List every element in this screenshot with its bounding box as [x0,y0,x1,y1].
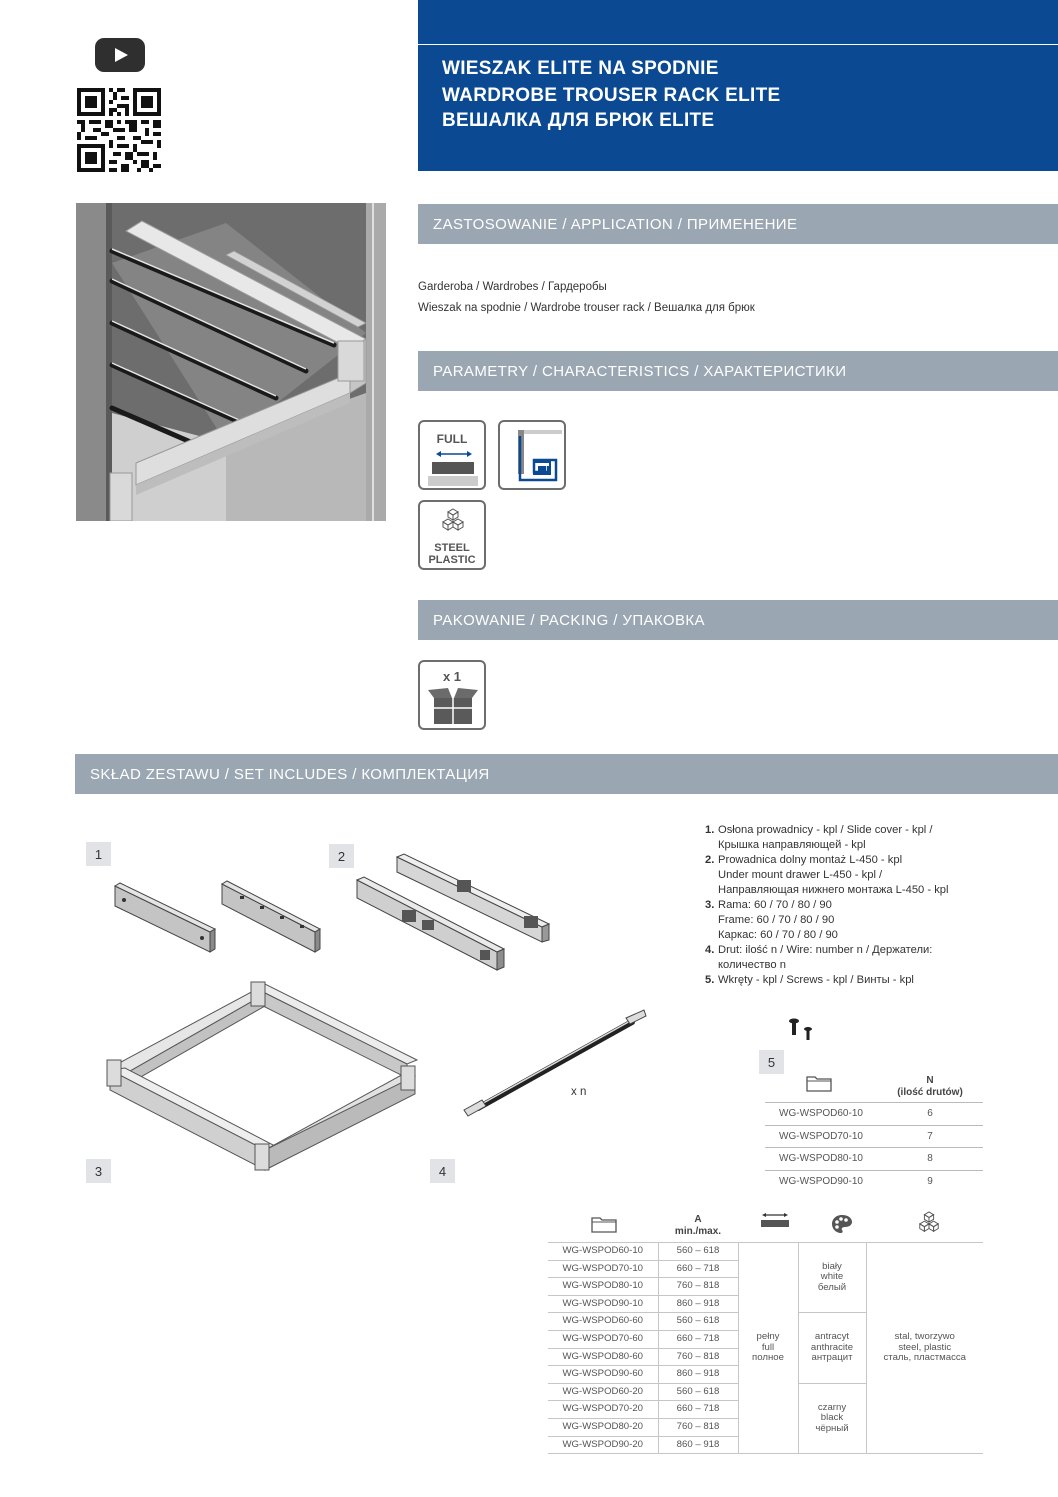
folder-icon [591,1215,617,1233]
slide-cover-drawing [110,878,325,958]
packing-box-icon [418,660,486,730]
table-row: WG-WSPOD70-10 660 – 718 [548,1260,983,1278]
table-row: WG-WSPOD70-20 660 – 718 [548,1401,983,1419]
wire-quantity-label: x n [571,1086,587,1098]
steel-label: STEEL [434,542,470,554]
table-row: WG-WSPOD80-20 760 – 818 [548,1418,983,1436]
table-row: WG-WSPOD70-10 7 [765,1125,983,1148]
application-line-1: Garderoba / Wardrobes / Гардеробы [418,281,607,293]
extension-icon [758,1212,792,1230]
product-photo [76,203,386,521]
table-row: WG-WSPOD90-10 860 – 918 [548,1295,983,1313]
table-row: WG-WSPOD60-10 560 – 618 pełny full полное biały white белый stal, tworzywo steel, plastic сталь, пластмасса [548,1243,983,1261]
table-row: WG-WSPOD90-60 860 – 918 [548,1366,983,1384]
undermount-slide-icon [498,420,566,490]
qr-code[interactable] [77,88,161,172]
parts-list [705,823,949,988]
packing-quantity: x 1 [442,669,462,684]
table-row: WG-WSPOD60-20 560 – 618 czarny black чёрный [548,1383,983,1401]
table-row: WG-WSPOD80-10 8 [765,1148,983,1171]
set-includes-heading: SKŁAD ZESTAWU / SET INCLUDES / КОМПЛЕКТАЦИЯ [75,754,1058,794]
color-anthracite-cell: antracyt anthracite антрацит [798,1313,866,1383]
dimension-a-header: A [694,1214,702,1225]
table-row: WG-WSPOD60-10 6 [765,1103,983,1126]
color-palette-icon [831,1214,853,1234]
parts-list-item: 3. Rama: 60 / 70 / 80 / 90 Frame: 60 / 70 / 80 / 90 Каркас: 60 / 70 / 80 / 90 [705,899,838,941]
part-number-1: 1 [86,842,111,866]
folder-icon [806,1074,832,1092]
table-row: WG-WSPOD90-20 860 – 918 [548,1436,983,1454]
material-cubes-icon [418,500,486,570]
drawer-slides-drawing [352,852,557,977]
material-icon [918,1211,940,1235]
application-heading: ZASTOSOWANIE / APPLICATION / ПРИМЕНЕНИЕ [418,204,1058,244]
packing-heading: PAKOWANIE / PACKING / УПАКОВКА [418,600,1058,640]
full-extension-icon [418,420,486,490]
table-row: WG-WSPOD80-60 760 – 818 [548,1348,983,1366]
parts-list-item: 5. Wkręty - kpl / Screws - kpl / Винты - kpl [705,974,914,986]
dimension-minmax-header: min./max. [674,1226,722,1237]
product-title-pl: WIESZAK ELITE NA SPODNIE [442,58,719,79]
color-white-cell: biały white белый [798,1243,866,1313]
frame-drawing [105,980,423,1180]
screws-icon [788,1017,814,1043]
table-row: WG-WSPOD60-60 560 – 618 antracyt anthracite антрацит [548,1313,983,1331]
table-row: WG-WSPOD70-60 660 – 718 [548,1330,983,1348]
wire-drawing [460,1008,650,1126]
product-title-en: WARDROBE TROUSER RACK ELITE [442,85,781,106]
table-row: WG-WSPOD90-10 9 [765,1170,983,1193]
part-number-5: 5 [759,1050,784,1074]
product-spec-table [548,1242,983,1454]
application-line-2: Wieszak na spodnie / Wardrobe trouser rack / Вешалка для брюк [418,302,755,314]
part-number-4: 4 [430,1159,455,1183]
full-extension-label: FULL [436,432,468,446]
wire-count-table [765,1102,983,1193]
product-title-ru: ВЕШАЛКА ДЛЯ БРЮК ELITE [442,110,715,131]
extension-cell: pełny full полное [738,1243,798,1454]
material-cell: stal, tworzywo steel, plastic сталь, пластмасса [866,1243,983,1454]
wire-count-header: N [926,1075,934,1086]
parts-list-item: 2. Prowadnica dolny montaż L-450 - kpl Under mount drawer L-450 - kpl / Направляющая нижнего монтажа L-450 - kpl [705,854,949,896]
table-row: WG-WSPOD80-10 760 – 818 [548,1278,983,1296]
plastic-label: PLASTIC [428,554,476,566]
color-black-cell: czarny black чёрный [798,1383,866,1453]
youtube-play-icon[interactable] [95,38,145,72]
part-number-2: 2 [329,844,354,868]
characteristics-heading: PARAMETRY / CHARACTERISTICS / ХАРАКТЕРИСТИКИ [418,351,1058,391]
wire-count-subheader: (ilość drutów) [897,1087,963,1098]
parts-list-item: 1. Osłona prowadnicy - kpl / Slide cover - kpl / Крышка направляющей - kpl [705,824,933,851]
part-number-3: 3 [86,1159,111,1183]
parts-list-item: 4. Drut: ilość n / Wire: number n / Держатели: количество n [705,944,933,971]
